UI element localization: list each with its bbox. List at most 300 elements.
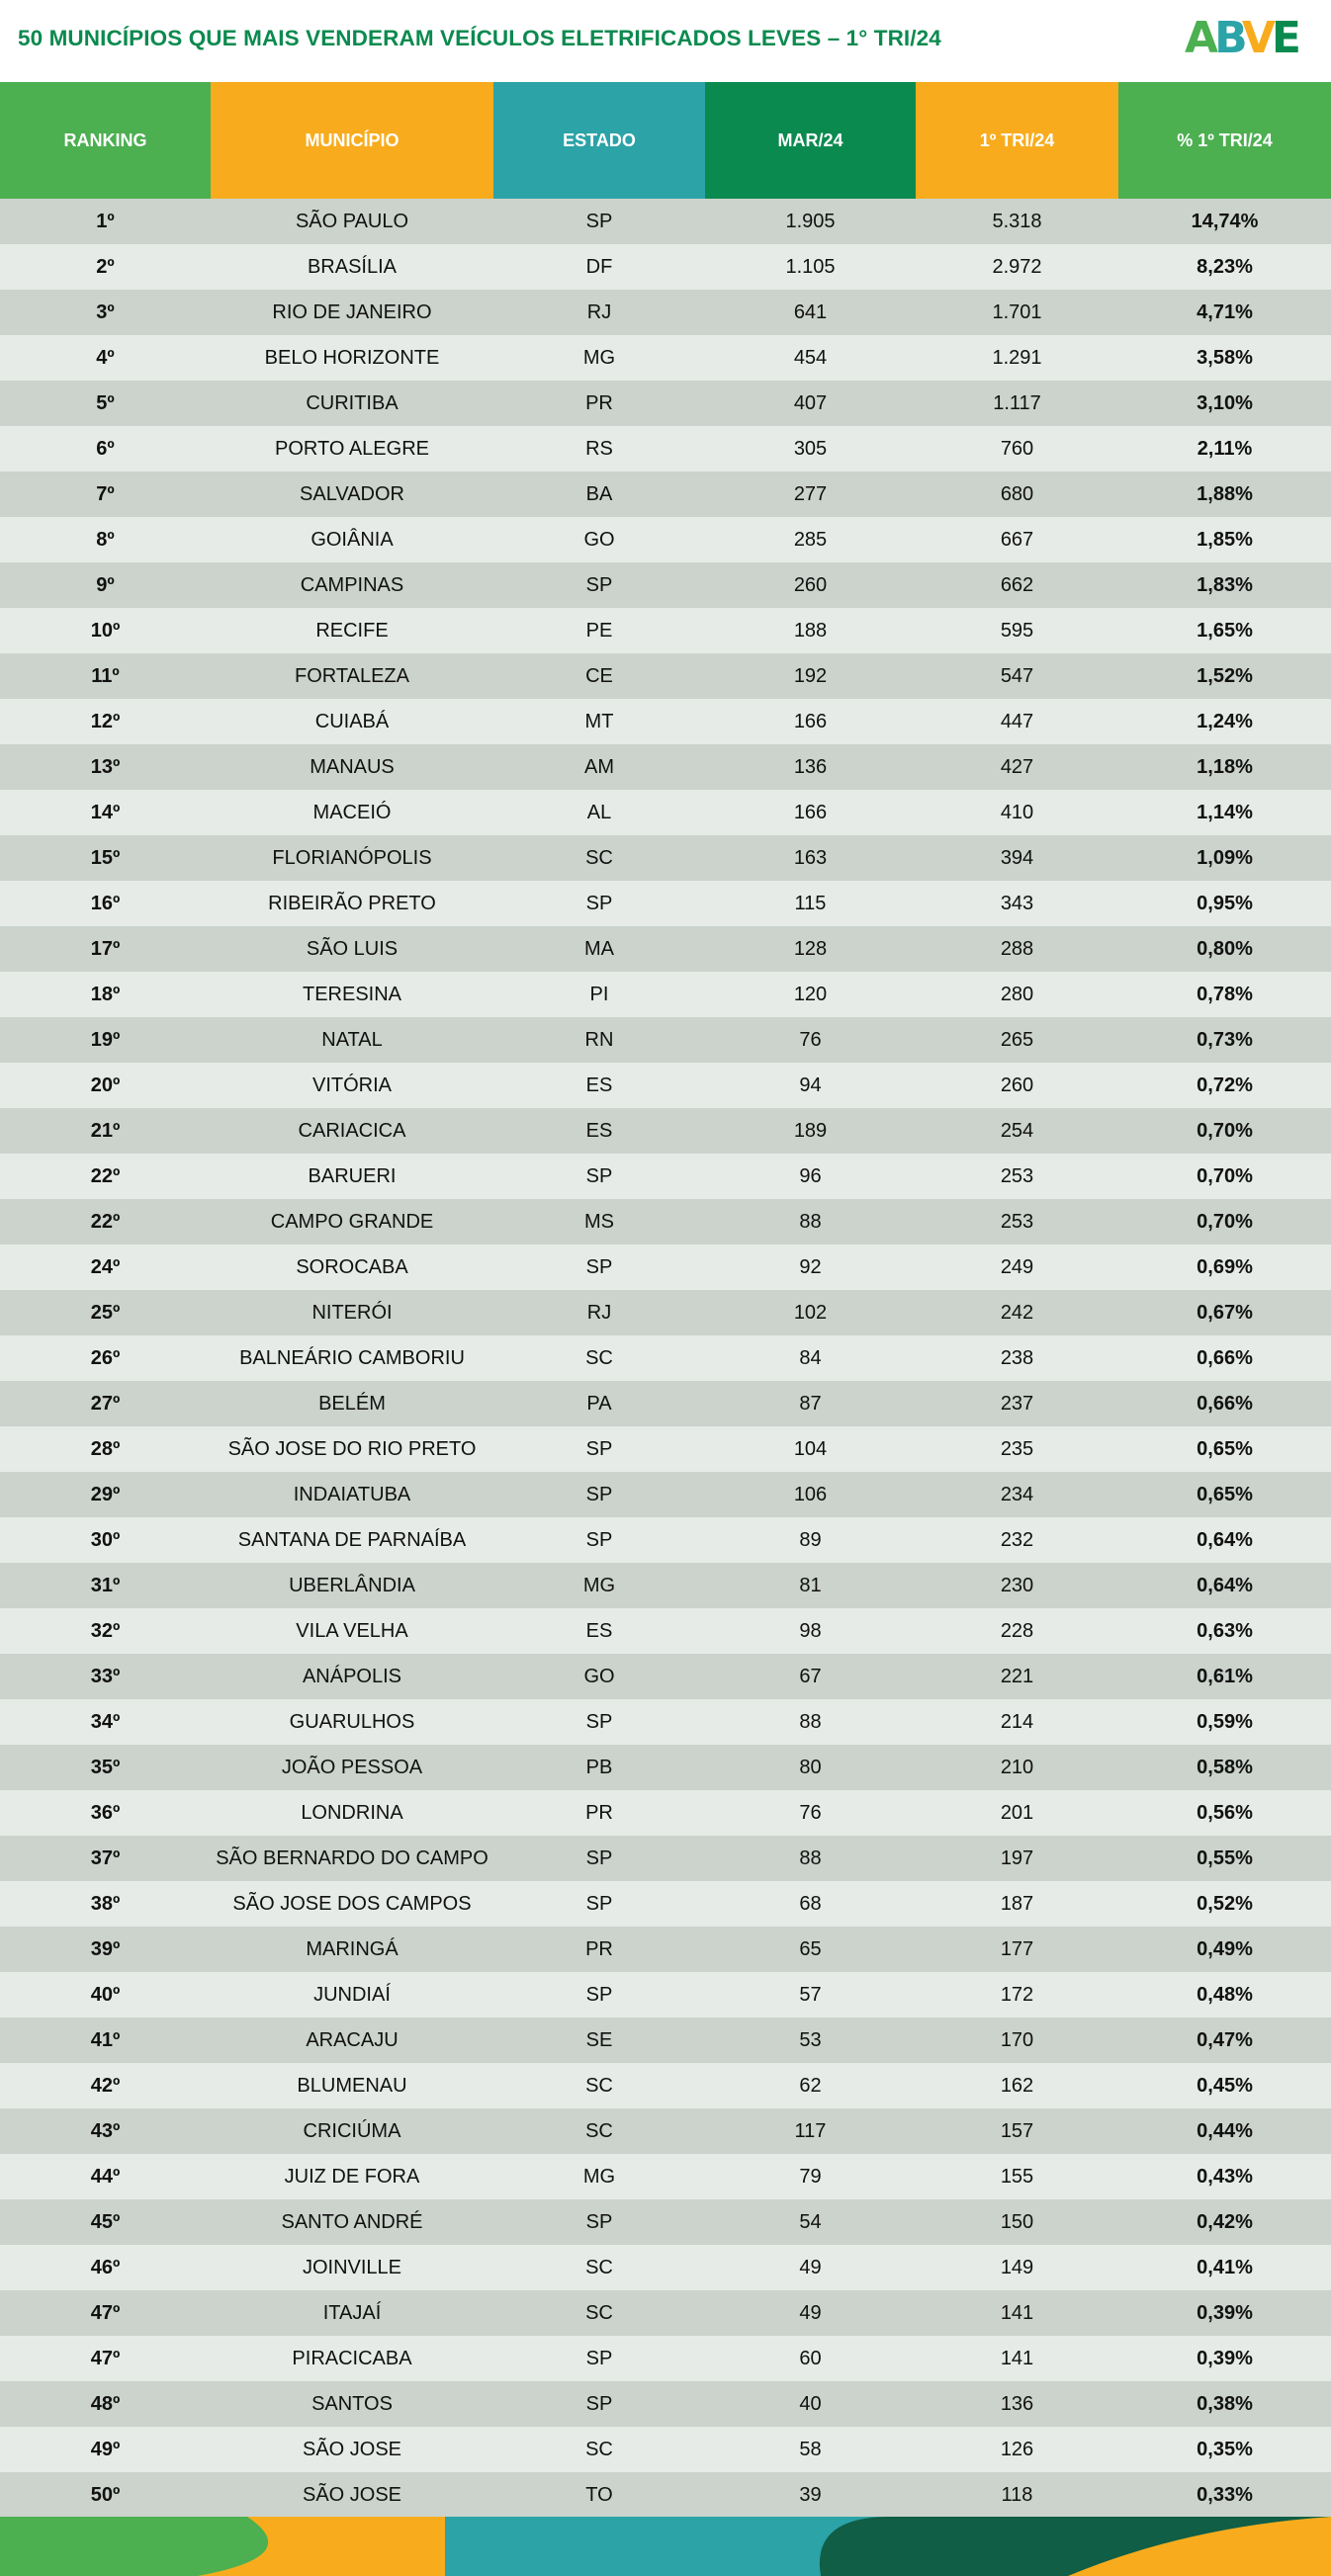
- table-row: [0, 517, 1331, 562]
- tri24-cell: 197: [916, 1836, 1118, 1881]
- estado-cell: TO: [493, 2472, 705, 2518]
- table-row: [0, 790, 1331, 835]
- mar24-cell: 407: [705, 381, 916, 426]
- rank-cell: 32º: [0, 1608, 211, 1654]
- mar24-cell: 40: [705, 2381, 916, 2427]
- mar24-cell: 92: [705, 1245, 916, 1290]
- pct-cell: 0,70%: [1118, 1199, 1331, 1245]
- rank-cell: 26º: [0, 1335, 211, 1381]
- tri24-cell: 141: [916, 2336, 1118, 2381]
- municipio-cell: VITÓRIA: [211, 1063, 493, 1108]
- mar24-cell: 58: [705, 2427, 916, 2472]
- mar24-cell: 1.905: [705, 199, 916, 244]
- mar24-cell: 80: [705, 1745, 916, 1790]
- page-title: 50 MUNICÍPIOS QUE MAIS VENDERAM VEÍCULOS ELETRIFICADOS LEVES – 1° TRI/24: [18, 26, 941, 50]
- pct-cell: 0,73%: [1118, 1017, 1331, 1063]
- tri24-cell: 221: [916, 1654, 1118, 1699]
- rank-cell: 7º: [0, 472, 211, 517]
- estado-cell: MG: [493, 2154, 705, 2199]
- table-row: [0, 1472, 1331, 1517]
- header-tri24: 1º TRI/24: [916, 82, 1118, 199]
- rank-cell: 16º: [0, 881, 211, 926]
- rank-cell: 43º: [0, 2108, 211, 2154]
- mar24-cell: 641: [705, 290, 916, 335]
- municipio-cell: SANTO ANDRÉ: [211, 2199, 493, 2245]
- table-row: [0, 1608, 1331, 1654]
- estado-cell: PR: [493, 1927, 705, 1972]
- header-mar24: MAR/24: [705, 82, 916, 199]
- header-estado: ESTADO: [493, 82, 705, 199]
- municipio-cell: SANTANA DE PARNAÍBA: [211, 1517, 493, 1563]
- mar24-cell: 39: [705, 2472, 916, 2518]
- tri24-cell: 228: [916, 1608, 1118, 1654]
- table-row: [0, 2427, 1331, 2472]
- pct-cell: 0,42%: [1118, 2199, 1331, 2245]
- pct-cell: 0,35%: [1118, 2427, 1331, 2472]
- tri24-cell: 149: [916, 2245, 1118, 2290]
- tri24-cell: 427: [916, 744, 1118, 790]
- mar24-cell: 136: [705, 744, 916, 790]
- tri24-cell: 162: [916, 2063, 1118, 2108]
- abve-logo: ABVE: [1185, 13, 1297, 63]
- rank-cell: 25º: [0, 1290, 211, 1335]
- pct-cell: 0,80%: [1118, 926, 1331, 972]
- mar24-cell: 260: [705, 562, 916, 608]
- municipio-cell: RIBEIRÃO PRETO: [211, 881, 493, 926]
- rank-cell: 15º: [0, 835, 211, 881]
- tri24-cell: 232: [916, 1517, 1118, 1563]
- tri24-cell: 155: [916, 2154, 1118, 2199]
- mar24-cell: 88: [705, 1199, 916, 1245]
- mar24-cell: 87: [705, 1381, 916, 1426]
- mar24-cell: 285: [705, 517, 916, 562]
- tri24-cell: 410: [916, 790, 1118, 835]
- table-row: [0, 1563, 1331, 1608]
- estado-cell: SP: [493, 1154, 705, 1199]
- pct-cell: 1,85%: [1118, 517, 1331, 562]
- municipio-cell: MARINGÁ: [211, 1927, 493, 1972]
- table-row: [0, 653, 1331, 699]
- table-row: [0, 2336, 1331, 2381]
- tri24-cell: 249: [916, 1245, 1118, 1290]
- municipio-cell: TERESINA: [211, 972, 493, 1017]
- table-row: [0, 1654, 1331, 1699]
- municipio-cell: JUNDIAÍ: [211, 1972, 493, 2018]
- rank-cell: 34º: [0, 1699, 211, 1745]
- mar24-cell: 76: [705, 1017, 916, 1063]
- pct-cell: 0,65%: [1118, 1426, 1331, 1472]
- table-row: [0, 972, 1331, 1017]
- mar24-cell: 60: [705, 2336, 916, 2381]
- mar24-cell: 120: [705, 972, 916, 1017]
- rank-cell: 41º: [0, 2018, 211, 2063]
- tri24-cell: 595: [916, 608, 1118, 653]
- estado-cell: ES: [493, 1063, 705, 1108]
- municipio-cell: LONDRINA: [211, 1790, 493, 1836]
- mar24-cell: 166: [705, 790, 916, 835]
- tri24-cell: 170: [916, 2018, 1118, 2063]
- pct-cell: 0,39%: [1118, 2290, 1331, 2336]
- municipio-cell: FORTALEZA: [211, 653, 493, 699]
- table-row: [0, 426, 1331, 472]
- rank-cell: 24º: [0, 1245, 211, 1290]
- table-row: [0, 199, 1331, 244]
- estado-cell: PE: [493, 608, 705, 653]
- tri24-cell: 253: [916, 1199, 1118, 1245]
- pct-cell: 0,39%: [1118, 2336, 1331, 2381]
- rank-cell: 33º: [0, 1654, 211, 1699]
- estado-cell: AM: [493, 744, 705, 790]
- table-row: [0, 2199, 1331, 2245]
- rank-cell: 42º: [0, 2063, 211, 2108]
- rank-cell: 14º: [0, 790, 211, 835]
- mar24-cell: 98: [705, 1608, 916, 1654]
- pct-cell: 0,59%: [1118, 1699, 1331, 1745]
- rank-cell: 47º: [0, 2336, 211, 2381]
- municipio-cell: CURITIBA: [211, 381, 493, 426]
- estado-cell: SP: [493, 2381, 705, 2427]
- pct-cell: 8,23%: [1118, 244, 1331, 290]
- rank-cell: 20º: [0, 1063, 211, 1108]
- pct-cell: 2,11%: [1118, 426, 1331, 472]
- tri24-cell: 2.972: [916, 244, 1118, 290]
- estado-cell: MG: [493, 335, 705, 381]
- pct-cell: 0,56%: [1118, 1790, 1331, 1836]
- rank-cell: 50º: [0, 2472, 211, 2518]
- municipio-cell: SÃO PAULO: [211, 199, 493, 244]
- municipio-cell: MACEIÓ: [211, 790, 493, 835]
- estado-cell: SP: [493, 1972, 705, 2018]
- pct-cell: 0,47%: [1118, 2018, 1331, 2063]
- estado-cell: CE: [493, 653, 705, 699]
- table-row: [0, 1199, 1331, 1245]
- mar24-cell: 81: [705, 1563, 916, 1608]
- estado-cell: RJ: [493, 1290, 705, 1335]
- estado-cell: SC: [493, 2290, 705, 2336]
- pct-cell: 0,66%: [1118, 1335, 1331, 1381]
- pct-cell: 0,33%: [1118, 2472, 1331, 2518]
- pct-cell: 0,63%: [1118, 1608, 1331, 1654]
- rank-cell: 5º: [0, 381, 211, 426]
- municipio-cell: MANAUS: [211, 744, 493, 790]
- table-row: [0, 244, 1331, 290]
- municipio-cell: JOÃO PESSOA: [211, 1745, 493, 1790]
- municipio-cell: SÃO JOSE DOS CAMPOS: [211, 1881, 493, 1927]
- table-row: [0, 699, 1331, 744]
- tri24-cell: 210: [916, 1745, 1118, 1790]
- rank-cell: 19º: [0, 1017, 211, 1063]
- municipio-cell: GUARULHOS: [211, 1699, 493, 1745]
- estado-cell: PR: [493, 1790, 705, 1836]
- municipio-cell: FLORIANÓPOLIS: [211, 835, 493, 881]
- table-row: [0, 2108, 1331, 2154]
- tri24-cell: 280: [916, 972, 1118, 1017]
- table-row: [0, 562, 1331, 608]
- municipio-cell: BLUMENAU: [211, 2063, 493, 2108]
- tri24-cell: 662: [916, 562, 1118, 608]
- pct-cell: 14,74%: [1118, 199, 1331, 244]
- table-row: [0, 2245, 1331, 2290]
- ranking-table: [0, 82, 1331, 2518]
- rank-cell: 18º: [0, 972, 211, 1017]
- pct-cell: 0,52%: [1118, 1881, 1331, 1927]
- table-row: [0, 1245, 1331, 1290]
- municipio-cell: ANÁPOLIS: [211, 1654, 493, 1699]
- estado-cell: SP: [493, 1881, 705, 1927]
- municipio-cell: SÃO JOSE: [211, 2427, 493, 2472]
- tri24-cell: 680: [916, 472, 1118, 517]
- mar24-cell: 104: [705, 1426, 916, 1472]
- pct-cell: 1,09%: [1118, 835, 1331, 881]
- table-row: [0, 1790, 1331, 1836]
- rank-cell: 21º: [0, 1108, 211, 1154]
- pct-cell: 0,49%: [1118, 1927, 1331, 1972]
- table-row: [0, 1063, 1331, 1108]
- municipio-cell: ITAJAÍ: [211, 2290, 493, 2336]
- pct-cell: 0,67%: [1118, 1290, 1331, 1335]
- municipio-cell: JOINVILLE: [211, 2245, 493, 2290]
- municipio-cell: BELÉM: [211, 1381, 493, 1426]
- table-row: [0, 472, 1331, 517]
- table-row: [0, 1745, 1331, 1790]
- table-row: [0, 1108, 1331, 1154]
- rank-cell: 22º: [0, 1199, 211, 1245]
- estado-cell: AL: [493, 790, 705, 835]
- mar24-cell: 88: [705, 1836, 916, 1881]
- tri24-cell: 253: [916, 1154, 1118, 1199]
- table-row: [0, 1381, 1331, 1426]
- rank-cell: 8º: [0, 517, 211, 562]
- estado-cell: SP: [493, 199, 705, 244]
- mar24-cell: 49: [705, 2245, 916, 2290]
- tri24-cell: 288: [916, 926, 1118, 972]
- rank-cell: 11º: [0, 653, 211, 699]
- rank-cell: 29º: [0, 1472, 211, 1517]
- pct-cell: 0,70%: [1118, 1108, 1331, 1154]
- rank-cell: 37º: [0, 1836, 211, 1881]
- tri24-cell: 447: [916, 699, 1118, 744]
- estado-cell: SE: [493, 2018, 705, 2063]
- estado-cell: SC: [493, 2063, 705, 2108]
- table-row: [0, 1017, 1331, 1063]
- municipio-cell: NATAL: [211, 1017, 493, 1063]
- rank-cell: 44º: [0, 2154, 211, 2199]
- rank-cell: 9º: [0, 562, 211, 608]
- tri24-cell: 1.701: [916, 290, 1118, 335]
- tri24-cell: 118: [916, 2472, 1118, 2518]
- tri24-cell: 5.318: [916, 199, 1118, 244]
- pct-cell: 1,18%: [1118, 744, 1331, 790]
- estado-cell: SP: [493, 1426, 705, 1472]
- estado-cell: ES: [493, 1608, 705, 1654]
- tri24-cell: 1.291: [916, 335, 1118, 381]
- municipio-cell: CRICIÚMA: [211, 2108, 493, 2154]
- table-row: [0, 744, 1331, 790]
- municipio-cell: SOROCABA: [211, 1245, 493, 1290]
- table-row: [0, 1881, 1331, 1927]
- tri24-cell: 177: [916, 1927, 1118, 1972]
- rank-cell: 35º: [0, 1745, 211, 1790]
- rank-cell: 22º: [0, 1154, 211, 1199]
- table-row: [0, 2290, 1331, 2336]
- mar24-cell: 115: [705, 881, 916, 926]
- table-row: [0, 1699, 1331, 1745]
- rank-cell: 28º: [0, 1426, 211, 1472]
- table-row: [0, 1426, 1331, 1472]
- municipio-cell: RECIFE: [211, 608, 493, 653]
- municipio-cell: CAMPO GRANDE: [211, 1199, 493, 1245]
- mar24-cell: 1.105: [705, 244, 916, 290]
- rank-cell: 30º: [0, 1517, 211, 1563]
- pct-cell: 0,69%: [1118, 1245, 1331, 1290]
- rank-cell: 3º: [0, 290, 211, 335]
- tri24-cell: 242: [916, 1290, 1118, 1335]
- tri24-cell: 547: [916, 653, 1118, 699]
- mar24-cell: 49: [705, 2290, 916, 2336]
- tri24-cell: 234: [916, 1472, 1118, 1517]
- municipio-cell: SÃO BERNARDO DO CAMPO: [211, 1836, 493, 1881]
- pct-cell: 0,65%: [1118, 1472, 1331, 1517]
- estado-cell: GO: [493, 1654, 705, 1699]
- table-row: [0, 926, 1331, 972]
- mar24-cell: 84: [705, 1335, 916, 1381]
- table-row: [0, 881, 1331, 926]
- rank-cell: 27º: [0, 1381, 211, 1426]
- municipio-cell: BARUERI: [211, 1154, 493, 1199]
- pct-cell: 1,52%: [1118, 653, 1331, 699]
- estado-cell: SP: [493, 1699, 705, 1745]
- estado-cell: MS: [493, 1199, 705, 1245]
- tri24-cell: 238: [916, 1335, 1118, 1381]
- pct-cell: 0,48%: [1118, 1972, 1331, 2018]
- mar24-cell: 454: [705, 335, 916, 381]
- rank-cell: 1º: [0, 199, 211, 244]
- pct-cell: 0,72%: [1118, 1063, 1331, 1108]
- table-row: [0, 381, 1331, 426]
- header-pct-tri24: % 1º TRI/24: [1118, 82, 1331, 199]
- rank-cell: 48º: [0, 2381, 211, 2427]
- estado-cell: MG: [493, 1563, 705, 1608]
- estado-cell: SP: [493, 562, 705, 608]
- estado-cell: RS: [493, 426, 705, 472]
- municipio-cell: VILA VELHA: [211, 1608, 493, 1654]
- municipio-cell: SÃO LUIS: [211, 926, 493, 972]
- rank-cell: 4º: [0, 335, 211, 381]
- estado-cell: SC: [493, 2245, 705, 2290]
- mar24-cell: 62: [705, 2063, 916, 2108]
- tri24-cell: 157: [916, 2108, 1118, 2154]
- pct-cell: 0,44%: [1118, 2108, 1331, 2154]
- rank-cell: 47º: [0, 2290, 211, 2336]
- pct-cell: 0,55%: [1118, 1836, 1331, 1881]
- tri24-cell: 254: [916, 1108, 1118, 1154]
- table-row: [0, 1927, 1331, 1972]
- estado-cell: ES: [493, 1108, 705, 1154]
- estado-cell: SC: [493, 2427, 705, 2472]
- table-row: [0, 835, 1331, 881]
- mar24-cell: 57: [705, 1972, 916, 2018]
- mar24-cell: 79: [705, 2154, 916, 2199]
- municipio-cell: PIRACICABA: [211, 2336, 493, 2381]
- tri24-cell: 760: [916, 426, 1118, 472]
- pct-cell: 0,58%: [1118, 1745, 1331, 1790]
- tri24-cell: 214: [916, 1699, 1118, 1745]
- page-header: [0, 0, 1331, 82]
- table-row: [0, 1154, 1331, 1199]
- municipio-cell: BRASÍLIA: [211, 244, 493, 290]
- footer-wave-graphic: [0, 2517, 1331, 2576]
- mar24-cell: 102: [705, 1290, 916, 1335]
- table-row: [0, 335, 1331, 381]
- municipio-cell: CARIACICA: [211, 1108, 493, 1154]
- pct-cell: 1,24%: [1118, 699, 1331, 744]
- municipio-cell: SÃO JOSE: [211, 2472, 493, 2518]
- pct-cell: 0,78%: [1118, 972, 1331, 1017]
- mar24-cell: 106: [705, 1472, 916, 1517]
- estado-cell: PI: [493, 972, 705, 1017]
- rank-cell: 17º: [0, 926, 211, 972]
- pct-cell: 0,66%: [1118, 1381, 1331, 1426]
- municipio-cell: NITERÓI: [211, 1290, 493, 1335]
- tri24-cell: 235: [916, 1426, 1118, 1472]
- table-row: [0, 2472, 1331, 2518]
- municipio-cell: UBERLÂNDIA: [211, 1563, 493, 1608]
- mar24-cell: 68: [705, 1881, 916, 1927]
- mar24-cell: 76: [705, 1790, 916, 1836]
- estado-cell: PB: [493, 1745, 705, 1790]
- tri24-cell: 260: [916, 1063, 1118, 1108]
- pct-cell: 0,43%: [1118, 2154, 1331, 2199]
- table-row: [0, 608, 1331, 653]
- estado-cell: SP: [493, 881, 705, 926]
- pct-cell: 0,41%: [1118, 2245, 1331, 2290]
- pct-cell: 1,14%: [1118, 790, 1331, 835]
- mar24-cell: 96: [705, 1154, 916, 1199]
- mar24-cell: 305: [705, 426, 916, 472]
- tri24-cell: 667: [916, 517, 1118, 562]
- tri24-cell: 187: [916, 1881, 1118, 1927]
- municipio-cell: CAMPINAS: [211, 562, 493, 608]
- rank-cell: 31º: [0, 1563, 211, 1608]
- pct-cell: 0,64%: [1118, 1563, 1331, 1608]
- estado-cell: SP: [493, 1472, 705, 1517]
- header-ranking: RANKING: [0, 82, 211, 199]
- pct-cell: 3,58%: [1118, 335, 1331, 381]
- table-header-row: [0, 82, 1331, 199]
- municipio-cell: INDAIATUBA: [211, 1472, 493, 1517]
- municipio-cell: CUIABÁ: [211, 699, 493, 744]
- estado-cell: SC: [493, 1335, 705, 1381]
- mar24-cell: 192: [705, 653, 916, 699]
- tri24-cell: 201: [916, 1790, 1118, 1836]
- mar24-cell: 163: [705, 835, 916, 881]
- tri24-cell: 126: [916, 2427, 1118, 2472]
- rank-cell: 46º: [0, 2245, 211, 2290]
- rank-cell: 12º: [0, 699, 211, 744]
- rank-cell: 49º: [0, 2427, 211, 2472]
- estado-cell: PA: [493, 1381, 705, 1426]
- tri24-cell: 136: [916, 2381, 1118, 2427]
- mar24-cell: 54: [705, 2199, 916, 2245]
- pct-cell: 3,10%: [1118, 381, 1331, 426]
- estado-cell: SC: [493, 2108, 705, 2154]
- tri24-cell: 237: [916, 1381, 1118, 1426]
- pct-cell: 4,71%: [1118, 290, 1331, 335]
- estado-cell: DF: [493, 244, 705, 290]
- table-row: [0, 1290, 1331, 1335]
- table-row: [0, 2381, 1331, 2427]
- rank-cell: 10º: [0, 608, 211, 653]
